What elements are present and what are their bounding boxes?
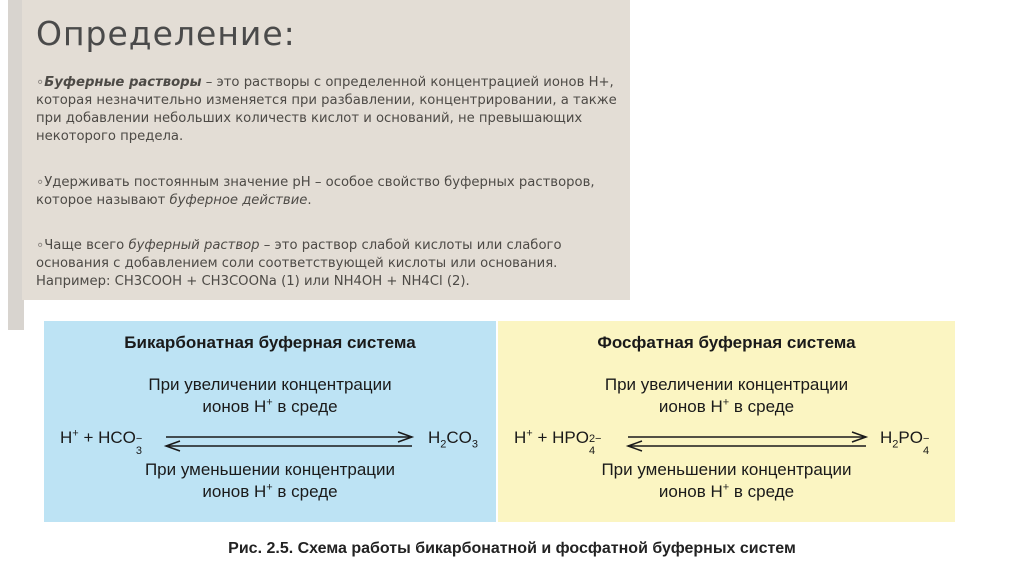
h-symbol: H: [428, 428, 441, 447]
sub-2: 2: [892, 438, 899, 451]
decrease-line1: При уменьшении концентрации: [601, 460, 852, 479]
ions-text: ионов Н: [658, 397, 723, 416]
phosphate-rhs: $H_2PO$ − 4: [880, 428, 930, 457]
plus-sup: +: [72, 427, 79, 440]
plus-sup: +: [722, 481, 730, 494]
bicarbonate-lhs: Н+ + HCO − 3: [60, 427, 143, 457]
bullet-ph-property: [36, 174, 626, 210]
in-medium-text: в среде: [272, 482, 338, 501]
bicarbonate-rhs: [428, 428, 479, 451]
h-symbol: Н: [514, 428, 527, 447]
figure-caption: Рис. 2.5. Схема работы бикарбонатной и фосфатной буферных систем: [228, 540, 796, 557]
h-symbol: H: [880, 428, 893, 447]
plus-sup: +: [722, 396, 730, 409]
bicarbonate-panel: [44, 321, 496, 522]
equilibrium-arrows: [160, 431, 418, 453]
bullet-text-rest: – это раствор слабой кислоты или слабого основания с добавлением соли соответствующей кислоты или основания. Например: CH3COOH + CH3COONa (1) или NH4OH + NH4Cl (2).: [36, 238, 562, 289]
ions-text: ионов Н: [202, 397, 267, 416]
bullet-end: .: [307, 193, 312, 208]
in-medium-text: в среде: [729, 397, 795, 416]
equilibrium-arrows: [622, 431, 872, 453]
term-buffer-solutions: Буферные растворы: [44, 75, 202, 90]
bullet-marker: ∘: [36, 75, 45, 90]
in-medium-text: в среде: [729, 482, 795, 501]
decrease-label: [498, 459, 955, 503]
term-buffer-action: буферное действие: [169, 193, 308, 208]
ions-text: ионов Н: [202, 482, 267, 501]
in-medium-text: в среде: [272, 397, 338, 416]
plus-sup: +: [266, 481, 273, 494]
increase-label: [498, 374, 955, 418]
ions-text: ионов Н: [658, 482, 723, 501]
bullet-text: Удерживать постоянным значение рН – особое свойство буферных растворов, которое называют: [36, 175, 595, 208]
h-symbol: Н: [60, 428, 73, 447]
increase-label: [44, 374, 496, 418]
increase-line1: При увеличении концентрации: [604, 375, 849, 394]
term-buffer-solution: буферный раствор: [128, 238, 260, 253]
increase-line1: При увеличении концентрации: [148, 375, 392, 394]
bullet-marker: ∘: [36, 175, 45, 190]
hpo-symbol: + HPO: [532, 428, 589, 447]
co-symbol: CO: [446, 428, 472, 447]
bicarbonate-title: Бикарбонатная буферная система: [124, 333, 416, 352]
phosphate-lhs: Н+ + HPO 2− 4: [514, 427, 602, 457]
bullet-text: Чаще всего: [44, 238, 129, 253]
hco-symbol: + HCO: [78, 428, 136, 447]
phosphate-panel: [498, 321, 955, 522]
decrease-label: [44, 459, 496, 503]
decrease-line1: При уменьшении концентрации: [144, 460, 396, 479]
slide-title: Определение:: [36, 14, 296, 53]
po-symbol: PO: [898, 428, 923, 447]
sub-3: 3: [471, 438, 479, 451]
plus-sup: +: [266, 396, 273, 409]
bullet-text: – это растворы с определенной концентрацией ионов Н+, которая незначительно изменяется при разбавлении, концентрировании, а также при добавлении небольших количеств кислот и оснований, не превышающих некоторого предела.: [36, 75, 617, 144]
bullet-composition: [36, 237, 626, 291]
plus-sup: +: [526, 427, 533, 440]
bullet-marker: ∘: [36, 238, 45, 253]
sub-2: 2: [440, 438, 447, 451]
bullet-buffer-definition: [36, 74, 626, 146]
phosphate-title: Фосфатная буферная система: [597, 333, 856, 352]
